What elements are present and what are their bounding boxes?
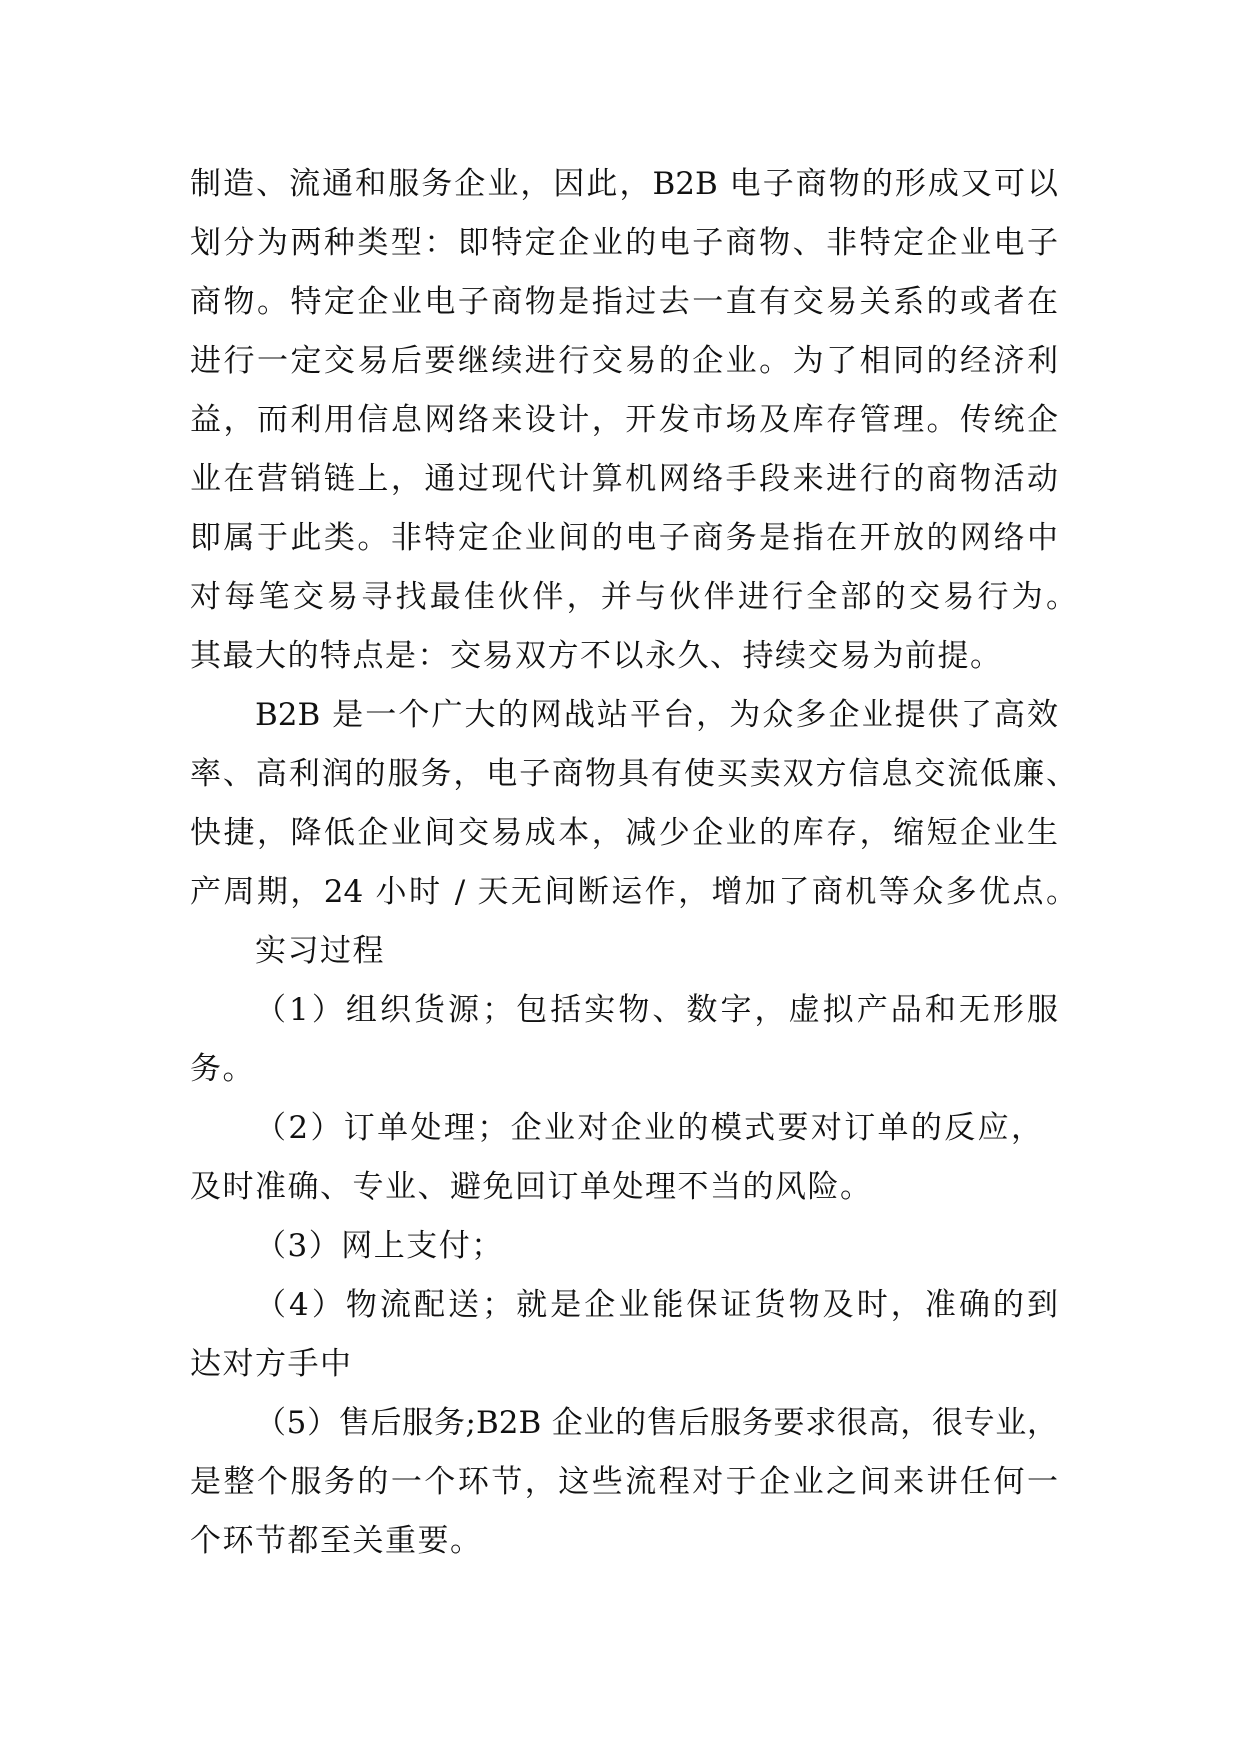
text-line: 进行一定交易后要继续进行交易的企业。为了相同的经济利 (190, 343, 1058, 379)
text-line: 其最大的特点是：交易双方不以永久、持续交易为前提。 (190, 638, 1003, 674)
paragraph-b2b-types (190, 155, 1090, 686)
text-line: 达对方手中 (190, 1346, 353, 1382)
text-line: （3）网上支付； (255, 1228, 504, 1264)
document-body (190, 155, 1090, 1571)
text-line: （5）售后服务;B2B 企业的售后服务要求很高，很专业， (255, 1405, 1058, 1441)
text-line: 划分为两种类型：即特定企业的电子商物、非特定企业电子 (190, 225, 1058, 261)
list-item-4 (190, 1276, 1090, 1394)
text-line: 制造、流通和服务企业，因此，B2B 电子商物的形成又可以 (190, 166, 1058, 202)
text-line: 快捷，降低企业间交易成本，减少企业的库存，缩短企业生 (190, 815, 1058, 851)
section-heading-internship-process (190, 922, 1090, 981)
heading-text: 实习过程 (255, 933, 385, 969)
text-line: 对每笔交易寻找最佳伙伴，并与伙伴进行全部的交易行为。 (190, 579, 1077, 615)
text-line: 是整个服务的一个环节，这些流程对于企业之间来讲任何一 (190, 1464, 1058, 1500)
text-line: 即属于此类。非特定企业间的电子商务是指在开放的网络中 (190, 520, 1058, 556)
list-item-1 (190, 981, 1090, 1099)
list-item-3 (190, 1217, 1090, 1276)
text-line: 产周期，24 小时 / 天无间断运作，增加了商机等众多优点。 (190, 874, 1077, 910)
text-line: （2）订单处理；企业对企业的模式要对订单的反应， (255, 1110, 1042, 1146)
text-line: 商物。特定企业电子商物是指过去一直有交易关系的或者在 (190, 284, 1058, 320)
text-line: 率、高利润的服务，电子商物具有使买卖双方信息交流低廉、 (190, 756, 1077, 792)
text-line: 及时准确、专业、避免回订单处理不当的风险。 (190, 1169, 873, 1205)
text-line: （1）组织货源；包括实物、数字，虚拟产品和无形服 (255, 992, 1058, 1028)
paragraph-b2b-platform (190, 686, 1090, 922)
text-line: B2B 是一个广大的网战站平台，为众多企业提供了高效 (255, 697, 1058, 733)
text-line: 个环节都至关重要。 (190, 1523, 483, 1559)
text-line: 益，而利用信息网络来设计，开发市场及库存管理。传统企 (190, 402, 1058, 438)
list-item-2 (190, 1099, 1090, 1217)
text-line: （4）物流配送；就是企业能保证货物及时，准确的到 (255, 1287, 1058, 1323)
text-line: 业在营销链上，通过现代计算机网络手段来进行的商物活动 (190, 461, 1058, 497)
list-item-5 (190, 1394, 1090, 1571)
text-line: 务。 (190, 1051, 255, 1087)
